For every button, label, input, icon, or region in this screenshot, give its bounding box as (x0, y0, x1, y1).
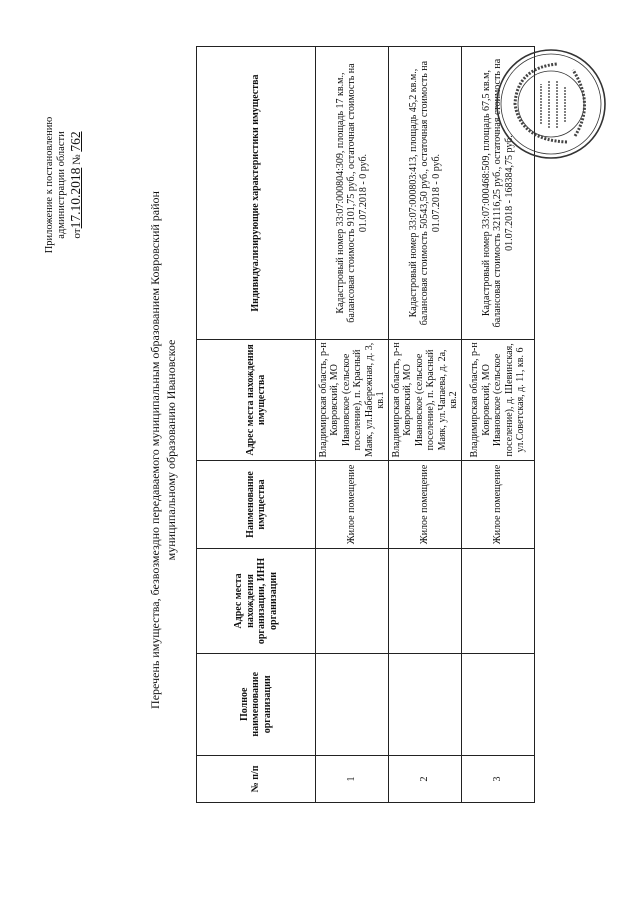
header-org-address: Адрес места нахождения организации, ИНН организации (197, 549, 316, 654)
cell-property-address: Владимирская область, р-н Ковровский, МО Ивановское (сельское поселение), п. Красный Маяк, ул.Набережная, д. 3, кв.1 (316, 340, 389, 461)
header-property-name: Наименование имущества (197, 460, 316, 549)
cell-num: 3 (462, 755, 535, 802)
appendix-date: 17.10.2018 (68, 167, 83, 229)
document-title: Перечень имущества, безвозмездно передаваемого муниципальным образованием Ковровский район (148, 191, 162, 709)
cell-org-address (389, 549, 462, 654)
number-prefix: № (71, 154, 83, 165)
cell-property-name: Жилое помещение (462, 460, 535, 549)
header-characteristics: Индивидуализирующие характеристики имущества (197, 47, 316, 340)
cell-org-name (389, 653, 462, 755)
cell-characteristics: Кадастровый номер 33:07:000804:309, площадь 17 кв.м., балансовая стоимость 9101,75 руб., остаточная стоимость на 01.07.2018 - 0 руб. (316, 47, 389, 340)
cell-org-name (462, 653, 535, 755)
appendix-line2: администрации области (56, 131, 67, 239)
cell-num: 2 (389, 755, 462, 802)
header-property-address: Адрес места нахождения имущества (197, 340, 316, 461)
date-prefix: от (71, 228, 83, 239)
cell-characteristics: Кадастровый номер 33:07:000803:413, площадь 45,2 кв.м., балансовая стоимость 50543,50 руб., остаточная стоимость на 01.07.2018 - 0 руб. (389, 47, 462, 340)
cell-characteristics: Кадастровый номер 33:07:000468:509, площадь 67,5 кв.м, балансовая стоимость 321116,25 руб., остаточная стоимость на 01.07.2018 - 168384,75 руб. (462, 47, 535, 340)
document-title-line2: муниципальному образованию Ивановское (164, 339, 178, 561)
appendix-line1: Приложение к постановлению (44, 116, 55, 254)
official-stamp (495, 48, 607, 160)
table-header-row (197, 47, 316, 803)
header-org-name: Полное наименование организации (197, 653, 316, 755)
cell-property-name: Жилое помещение (316, 460, 389, 549)
cell-org-address (316, 549, 389, 654)
cell-org-address (462, 549, 535, 654)
property-table (196, 46, 535, 803)
appendix-block (44, 80, 83, 290)
cell-property-address: Владимирская область, р-н Ковровский, МО Ивановское (сельское поселение), д. Шевинская, ул.Советская, д. 11, кв. 6 (462, 340, 535, 461)
cell-num: 1 (316, 755, 389, 802)
appendix-date-line (70, 80, 83, 290)
cell-org-name (316, 653, 389, 755)
cell-property-address: Владимирская область, р-н Ковровский, МО Ивановское (сельское поселение), п. Красный Маяк, ул.Чапаева, д. 2а, кв.2 (389, 340, 462, 461)
table-row (316, 47, 389, 803)
header-num: № п/п (197, 755, 316, 802)
cell-property-name: Жилое помещение (389, 460, 462, 549)
appendix-number: 762 (68, 131, 83, 152)
table-row (389, 47, 462, 803)
